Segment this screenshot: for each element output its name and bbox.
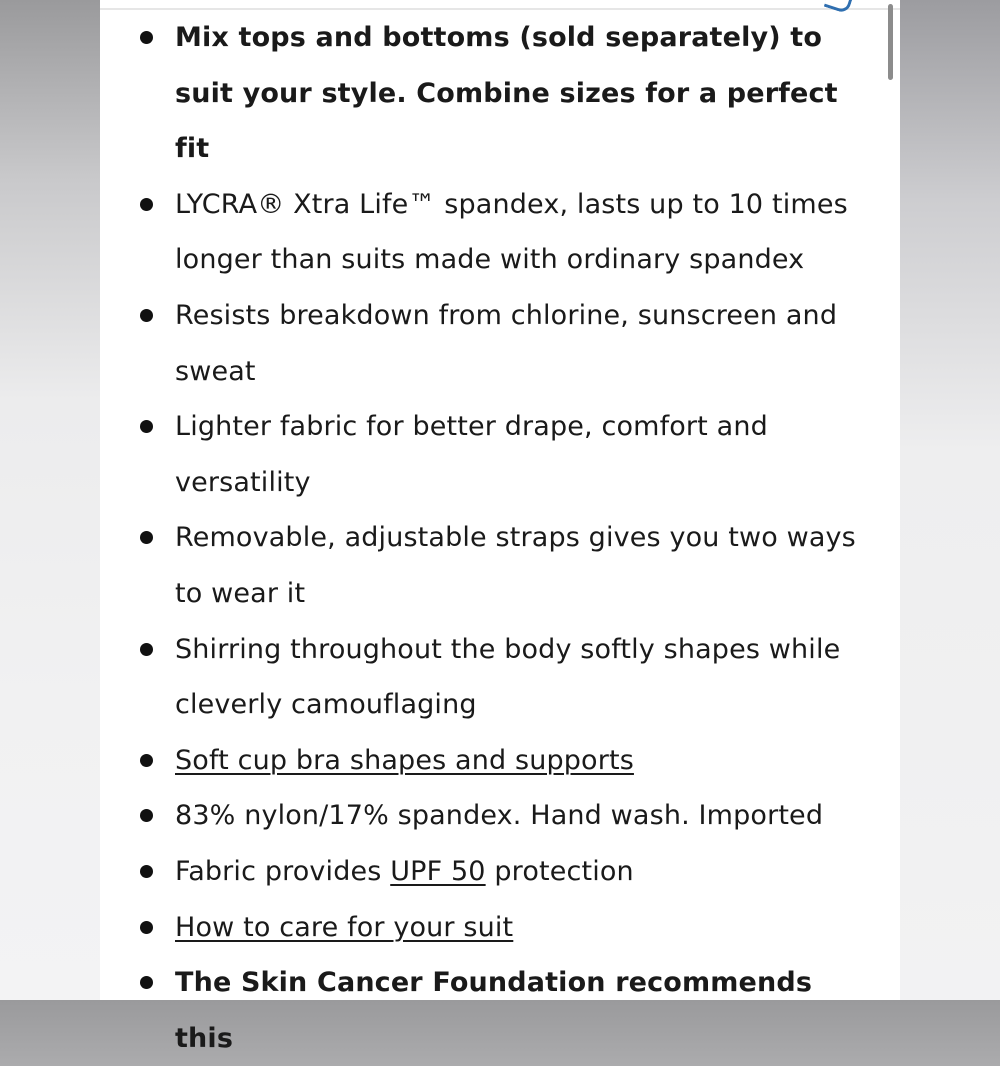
list-item [100, 900, 860, 956]
feature-text: Removable, adjustable straps gives you two ways to wear it [175, 522, 856, 609]
feature-text: The Skin Cancer Foundation recommends this [175, 967, 813, 1054]
list-item [100, 177, 860, 288]
bullet-icon [140, 420, 153, 433]
scrollbar[interactable] [886, 0, 894, 1000]
list-item [100, 510, 860, 621]
background-right [900, 0, 1000, 1000]
scrollbar-thumb[interactable] [888, 4, 893, 80]
feature-text: 83% nylon/17% spandex. Hand wash. Imported [175, 800, 824, 832]
bullet-icon [140, 643, 153, 656]
bullet-icon [140, 754, 153, 767]
list-item [100, 10, 860, 177]
feature-text: LYCRA® Xtra Life™ spandex, lasts up to 10 times longer than suits made with ordinary spandex [175, 188, 848, 276]
list-item [100, 844, 860, 900]
feature-list [100, 10, 860, 1066]
bullet-icon [140, 809, 153, 822]
bullet-icon [140, 865, 153, 878]
feature-text: Lighter fabric for better drape, comfort and versatility [175, 411, 768, 498]
list-item [100, 955, 860, 1066]
bullet-icon [140, 31, 153, 44]
feature-text: Mix tops and bottoms (sold separately) to suit your style. Combine sizes for a perfect fit [175, 22, 838, 165]
bullet-icon [140, 309, 153, 322]
bullet-icon [140, 198, 153, 211]
feature-text-suffix: protection [485, 855, 634, 887]
soft-cup-link[interactable]: Soft cup bra shapes and supports [175, 744, 634, 776]
feature-text: Shirring throughout the body softly shapes while cleverly camouflaging [175, 633, 841, 721]
list-item [100, 622, 860, 733]
list-item [100, 733, 860, 789]
upf-50-link[interactable]: UPF 50 [390, 855, 486, 887]
care-instructions-link[interactable]: How to care for your suit [175, 911, 514, 943]
list-item [100, 288, 860, 399]
product-details-panel [100, 0, 900, 1054]
list-item [100, 788, 860, 844]
list-item [100, 399, 860, 510]
bullet-icon [140, 921, 153, 934]
feature-text-prefix: Fabric provides [175, 855, 391, 887]
bullet-icon [140, 531, 153, 544]
bullet-icon [140, 976, 153, 989]
feature-text: Resists breakdown from chlorine, sunscreen and sweat [175, 299, 838, 387]
